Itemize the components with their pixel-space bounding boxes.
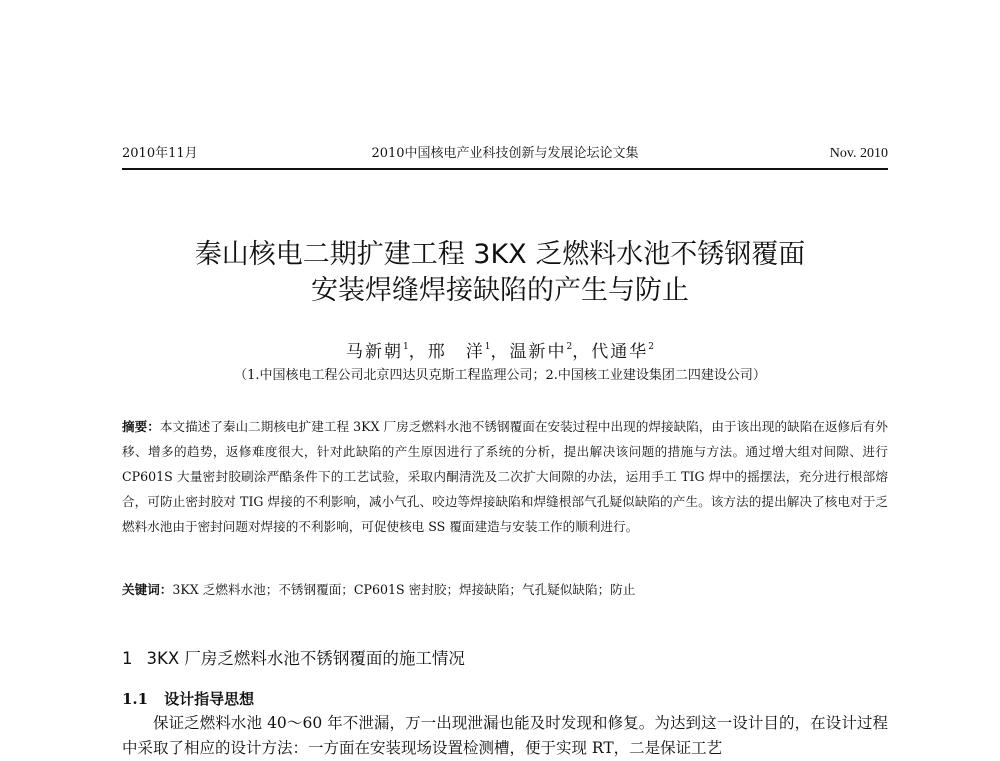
author-name: 邢 洋 — [427, 342, 485, 362]
body-paragraph: 保证乏燃料水池 40～60 年不泄漏，万一出现泄漏也能及时发现和修复。为达到这一设计目的，在设计过程中采取了相应的设计方法：一方面在安装现场设置检测槽，便于实现 RT，二是保证工艺 — [122, 714, 888, 757]
section-title: 3KX 厂房乏燃料水池不锈钢覆面的施工情况 — [146, 649, 465, 668]
author-affil-mark: 2 — [566, 342, 573, 352]
running-header — [122, 145, 888, 165]
paper-title-line-2: 安装焊缝焊接缺陷的产生与防止 — [311, 275, 689, 306]
author-affil-mark: 1 — [403, 342, 409, 352]
section-heading-1 — [122, 648, 465, 670]
section-number: 1 — [122, 649, 133, 668]
author-name: 温新中 — [509, 342, 567, 362]
keywords — [122, 580, 888, 600]
subsection-title: 设计指导思想 — [164, 690, 255, 708]
subsection-heading-1-1 — [122, 689, 254, 709]
author-affil-mark: 1 — [484, 342, 491, 352]
paper-title-line-1: 秦山核电二期扩建工程 3KX 乏燃料水池不锈钢覆面 — [194, 239, 806, 270]
header-rule — [122, 168, 888, 170]
abstract-label: 摘要： — [122, 419, 160, 434]
author-name: 马新朝 — [346, 342, 404, 362]
author-affil-mark: 2 — [648, 342, 654, 352]
keywords-label: 关键词： — [122, 582, 173, 597]
affiliations: （1.中国核电工程公司北京四达贝克斯工程监理公司；2.中国核工业建设集团二四建设公司） — [234, 368, 766, 383]
subsection-number: 1.1 — [122, 690, 149, 708]
header-date-en: Nov. 2010 — [829, 146, 888, 161]
abstract — [122, 414, 888, 539]
author-name: 代通华 — [591, 342, 649, 362]
author-list: 马新朝$^1$，邢 洋$^1$，温新中$^2$，代通华$^2$ — [346, 342, 654, 362]
abstract-text: 本文描述了秦山二期核电扩建工程 3KX 厂房乏燃料水池不锈钢覆面在安装过程中出现的焊接缺陷，由于该出现的缺陷在返修后有外移、增多的趋势，返修难度很大，针对此缺陷的产生原因进行了系统的分析，提出解决该问题的措施与方法。通过增大组对间隙、进行 CP601S 大量密封胶刷涂严酷条件下的工艺试验，采取内酮清洗及二次扩大间隙的办法，运用手工 TIG 焊中的摇摆法，充分进行根部熔合，可防止密封胶对 TIG 焊接的不利影响，减小气孔、咬边等焊接缺陷和焊缝根部气孔疑似缺陷的产生。该方法的提出解决了核电对于乏燃料水池由于密封问题对焊接的不利影响，可促使核电 SS 覆面建造与安装工作的顺利进行。 — [122, 419, 888, 534]
header-date-cn: 2010年11月 — [122, 146, 198, 161]
keywords-text: 3KX 乏燃料水池；不锈钢覆面；CP601S 密封胶；焊接缺陷；气孔疑似缺陷；防止 — [172, 582, 636, 597]
header-proceedings-title: 2010中国核电产业科技创新与发展论坛论文集 — [371, 146, 639, 161]
